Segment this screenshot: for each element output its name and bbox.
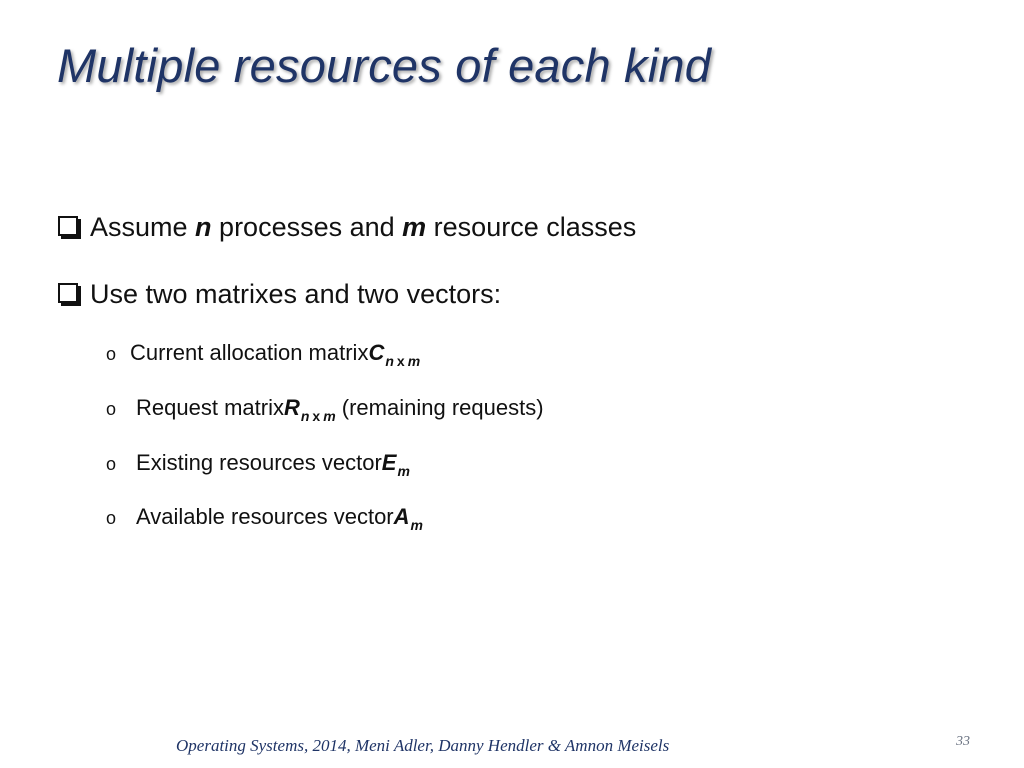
bullet-text: Use two matrixes and two vectors: [90, 279, 502, 309]
sub-item-label: Current allocation matrix [130, 340, 369, 365]
sub-item-label: Request matrix [136, 395, 284, 420]
matrix-symbol: C [368, 340, 385, 365]
sub-item-label: Available resources vector [136, 504, 394, 529]
subscript: n x m [300, 408, 336, 424]
page-number: 33 [956, 734, 970, 749]
circle-bullet-icon: o [106, 508, 117, 528]
sub-item-suffix: (remaining requests) [335, 395, 544, 420]
vector-symbol: E [381, 450, 397, 475]
circle-bullet-icon: o [106, 399, 117, 419]
sub-item-allocation-matrix [106, 340, 421, 369]
bullet-text: Assume n processes and m resource classes [90, 212, 637, 242]
slide-title: Multiple resources of each kind [57, 39, 712, 92]
sub-item-existing-vector [106, 450, 410, 479]
slide-footer: Operating Systems, 2014, Meni Adler, Danny Hendler & Amnon Meisels [176, 736, 670, 755]
subscript: m [410, 517, 423, 533]
subscript: m [397, 463, 410, 479]
matrix-symbol: R [283, 395, 300, 420]
subscript: n x m [385, 353, 421, 369]
variable-m: m [402, 212, 427, 242]
bullet-assume [58, 212, 636, 243]
circle-bullet-icon: o [106, 344, 117, 364]
vector-symbol: A [393, 504, 410, 529]
sub-item-available-vector [106, 504, 423, 533]
checkbox-bullet-icon [58, 283, 78, 303]
sub-item-request-matrix [106, 395, 544, 424]
variable-n: n [195, 212, 212, 242]
bullet-matrixes-vectors [58, 279, 501, 310]
sub-item-label: Existing resources vector [136, 450, 382, 475]
circle-bullet-icon: o [106, 454, 117, 474]
checkbox-bullet-icon [58, 216, 78, 236]
